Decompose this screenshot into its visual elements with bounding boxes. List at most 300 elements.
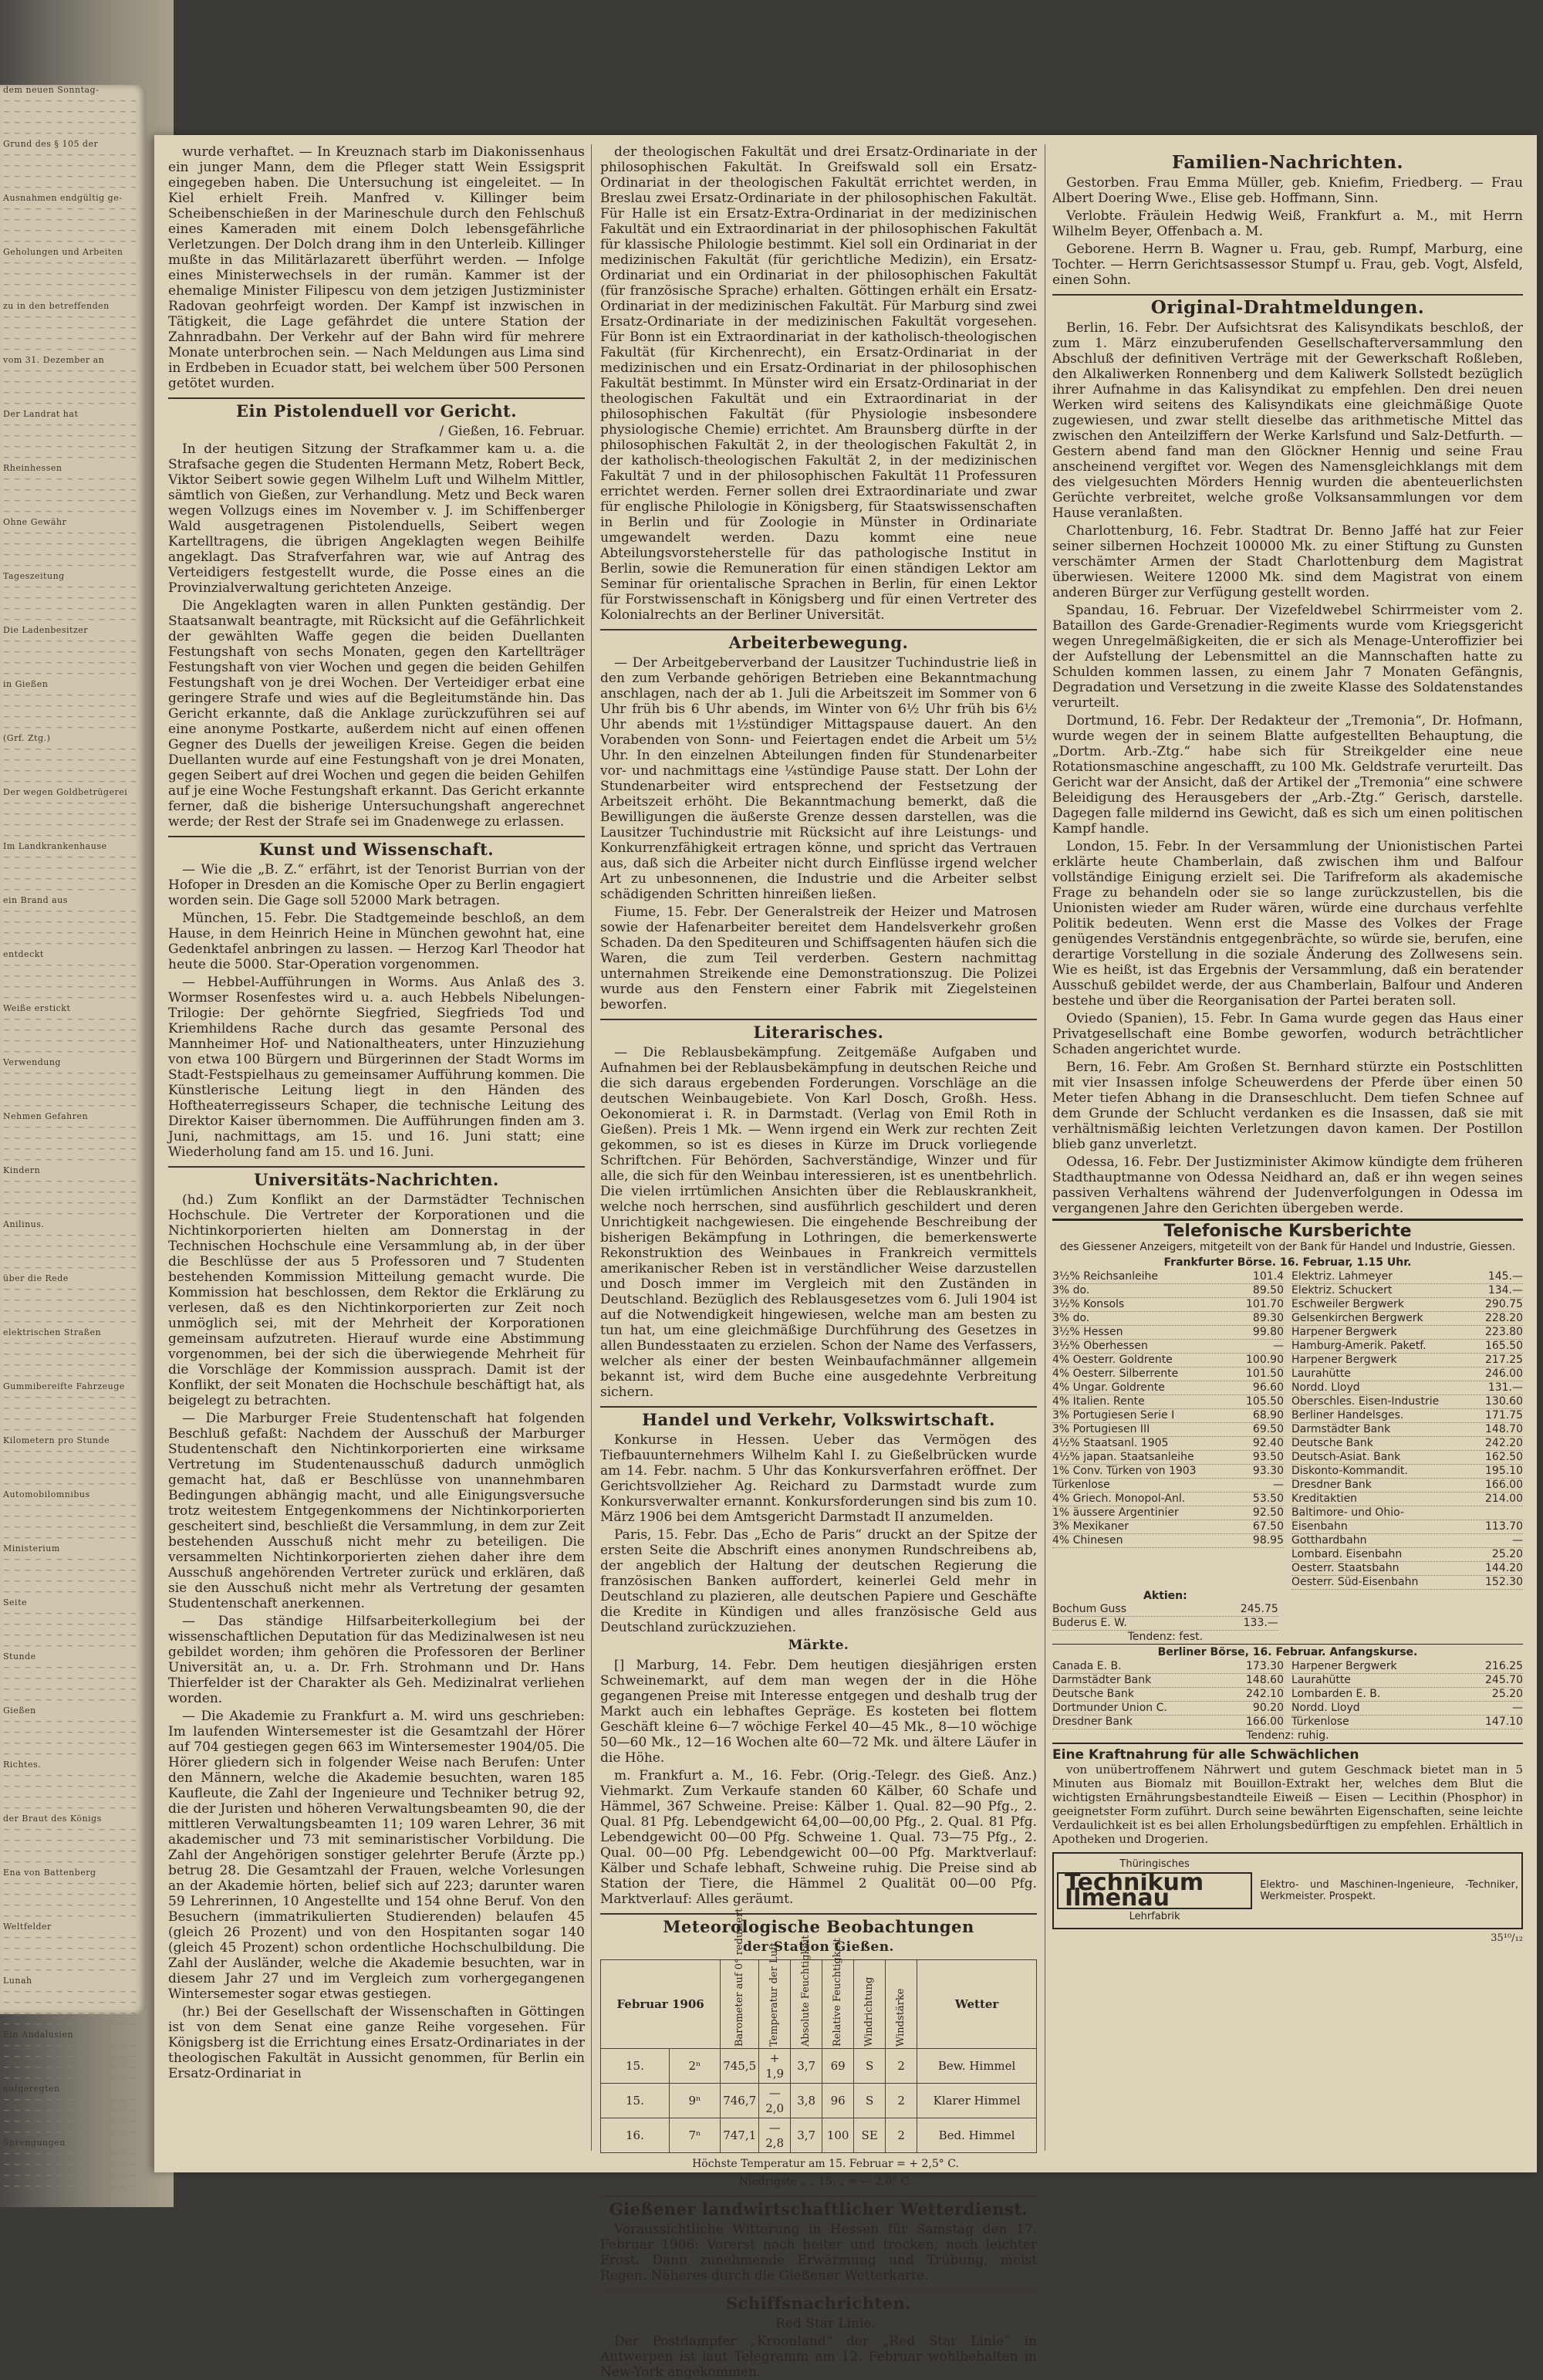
- kurs-name: Türkenlose: [1052, 1479, 1110, 1491]
- left-page-filler: ~ ~ ~ ~ ~ ~ ~ ~ ~ ~ ~ ~ ~: [3, 1263, 138, 1273]
- left-page-filler: ~ ~ ~ ~ ~ ~ ~ ~ ~ ~ ~ ~ ~: [3, 614, 138, 624]
- article-text: In der heutigen Sitzung der Strafkammer kam u. a. die Strafsache gegen die Studenten Hermann Metz, Robert Beck, Viktor Seibert sowie gegen Wilhelm Luft und Wilhelm Mittler, sämtlich von Gießen, zur Verhandlung. Metz und Beck waren wegen Vollzugs eines im November v. J. im Schiffenberger Wald ausgetragenen Pistolenduells, Seibert wegen Kartelltragens, die übrigen Angeklagten wegen Beihilfe angeklagt. Das Strafverfahren war, wie auf Antrag des Verteidigers festgestellt wurde, die Posse eines an die Provinzialverwaltung gerichteten Anzeige.: [168, 441, 585, 596]
- kurs-row: [1052, 1451, 1284, 1465]
- left-page-filler: ~ ~ ~ ~ ~ ~ ~ ~ ~ ~ ~ ~ ~: [3, 863, 138, 873]
- kurs-name: Berliner Handelsges.: [1291, 1409, 1404, 1422]
- article-text: Der Postdampfer „Kroonland“ der „Red Star Linie“ in Antwerpen ist laut Telegramm am 12. Februar wohlbehalten in New-York angekommen.: [600, 2334, 1037, 2380]
- left-page-filler: ~ ~ ~ ~ ~ ~ ~ ~ ~ ~ ~ ~ ~: [3, 1738, 138, 1748]
- left-page-line: Der Landrat hat: [3, 409, 79, 419]
- left-page-filler: ~ ~ ~ ~ ~ ~ ~ ~ ~ ~ ~ ~ ~: [3, 1608, 138, 1618]
- article-text: — Die Marburger Freie Studentenschaft hat folgenden Beschluß gefaßt: Nachdem der Ausschuß der Marburger Studentenschaft den Nichtinkorporierten eine wirksame Vertretung im Studentenausschuß dadurch unmöglich gemacht hat, daß er Beschlüsse von unannehmbaren Bedingungen abhängig macht, und alle Einigungsversuche trotz weitestem Entgegenkommens der Nichtinkorporierten gescheitert sind, beschließt die Versammlung, in dem zur Zeit bestehenden Ausschuß nicht mehr zu beteiligen. Die versammelten Nichtinkorporierten ziehen daher ihre dem Ausschuß angehörenden Vertreter zurück und erklären, daß sie den Ausschuß nicht mehr als Vertretung der gesamten Studentenschaft anerkennen.: [168, 1411, 585, 1611]
- left-page-line: Automobilomnibus: [3, 1489, 90, 1499]
- left-page-filler: ~ ~ ~ ~ ~ ~ ~ ~ ~ ~ ~ ~ ~: [3, 701, 138, 711]
- ad-code: 35¹⁰/₁₂: [1491, 1932, 1523, 1944]
- kurs-row: [1291, 1506, 1523, 1520]
- weather-cell: S: [854, 2084, 886, 2118]
- kurs-name: Deutsche Bank: [1052, 1688, 1134, 1700]
- left-page-line: in Gießen: [3, 679, 49, 689]
- kurs-aktien-label: Aktien:: [1143, 1590, 1187, 1602]
- left-page-filler: ~ ~ ~ ~ ~ ~ ~ ~ ~ ~ ~ ~ ~: [3, 1392, 138, 1402]
- weather-cell: Bed. Himmel: [917, 2118, 1037, 2153]
- kurs-value: 53.50: [1252, 1493, 1284, 1505]
- weather-col-rel-humidity: [822, 1938, 854, 2049]
- left-page-filler: ~ ~ ~ ~ ~ ~ ~ ~ ~ ~ ~ ~ ~: [3, 377, 138, 387]
- left-page-filler: ~ ~ ~ ~ ~ ~ ~ ~ ~ ~ ~ ~ ~: [3, 2105, 138, 2115]
- left-page-filler: ~ ~ ~ ~ ~ ~ ~ ~ ~ ~ ~ ~ ~: [3, 1803, 138, 1813]
- kurs-value: 152.30: [1485, 1576, 1523, 1588]
- kurs-name: 1% Conv. Türken von 1903: [1052, 1465, 1197, 1477]
- left-page-filler: ~ ~ ~ ~ ~ ~ ~ ~ ~ ~ ~ ~ ~: [3, 1133, 138, 1143]
- left-page-filler: ~ ~ ~ ~ ~ ~ ~ ~ ~ ~ ~ ~ ~: [3, 820, 138, 830]
- left-page-filler: ~ ~ ~ ~ ~ ~ ~ ~ ~ ~ ~ ~ ~: [3, 1911, 138, 1921]
- left-page-filler: ~ ~ ~ ~ ~ ~ ~ ~ ~ ~ ~ ~ ~: [3, 366, 138, 376]
- kurs-row: [1052, 1340, 1284, 1354]
- left-page-line: Verwendung: [3, 1057, 61, 1067]
- weather-cell: 2: [886, 2049, 917, 2084]
- left-page-line: Gießen: [3, 1706, 36, 1716]
- kurs-row: [1052, 1506, 1284, 1520]
- kurs-name: Türkenlose: [1291, 1716, 1349, 1728]
- kurs-name: Darmstädter Bank: [1052, 1674, 1152, 1686]
- kurs-value: 67.50: [1252, 1520, 1284, 1533]
- kurs-name: 3% do.: [1052, 1284, 1090, 1296]
- left-page-filler: ~ ~ ~ ~ ~ ~ ~ ~ ~ ~ ~ ~ ~: [3, 1684, 138, 1694]
- weather-col-label: Temperatur der Luft: [768, 1942, 781, 2047]
- kurs-value: 25.20: [1491, 1548, 1523, 1560]
- weather-cell: 3,8: [791, 2084, 822, 2118]
- article-text: Konkurse in Hessen. Ueber das Vermögen des Tiefbauunternehmers Wilhelm Kahl I. zu Gießelbrücken wurde am 14. Febr. nachm. 5 Uhr das Konkursverfahren eröffnet. Der Gerichtsvollzieher Ag. Reichard zu Darmstadt wurde zum Konkursverwalter ernannt. Konkursforderungen sind bis zum 10. März 1906 bei dem Amtsgericht Darmstadt II anzumelden.: [600, 1432, 1037, 1525]
- kurs-tendency: Tendenz: ruhig.: [1246, 1729, 1329, 1742]
- headline-arbeiterbewegung: Arbeiterbewegung.: [600, 629, 1037, 651]
- left-page-filler: ~ ~ ~ ~ ~ ~ ~ ~ ~ ~ ~ ~ ~: [3, 1122, 138, 1132]
- left-page-filler: ~ ~ ~ ~ ~ ~ ~ ~ ~ ~ ~ ~ ~: [3, 495, 138, 505]
- left-page-filler: ~ ~ ~ ~ ~ ~ ~ ~ ~ ~ ~ ~ ~: [3, 852, 138, 862]
- kurs-title: Telefonische Kursberichte: [1052, 1219, 1523, 1239]
- kurs-value: 92.50: [1252, 1506, 1284, 1519]
- left-page-filler: ~ ~ ~ ~ ~ ~ ~ ~ ~ ~ ~ ~ ~: [3, 560, 138, 570]
- left-page-line: elektrischen Straßen: [3, 1327, 102, 1337]
- headline-wetterdienst: Gießener landwirtschaftlicher Wetterdienst.: [600, 2196, 1037, 2217]
- left-page-filler: ~ ~ ~ ~ ~ ~ ~ ~ ~ ~ ~ ~ ~: [3, 1943, 138, 1953]
- left-page-filler: ~ ~ ~ ~ ~ ~ ~ ~ ~ ~ ~ ~ ~: [3, 150, 138, 160]
- left-page-filler: ~ ~ ~ ~ ~ ~ ~ ~ ~ ~ ~ ~ ~: [3, 884, 138, 894]
- left-page-filler: ~ ~ ~ ~ ~ ~ ~ ~ ~ ~ ~ ~ ~: [3, 1100, 138, 1111]
- left-page-filler: ~ ~ ~ ~ ~ ~ ~ ~ ~ ~ ~ ~ ~: [3, 1565, 138, 1575]
- left-page-fragment: [0, 85, 147, 2191]
- article-text: Die Angeklagten waren in allen Punkten geständig. Der Staatsanwalt beantragte, mit Rücksicht auf die Gefährlichkeit der gewählten Waffe gegen die beiden Duellanten Festungshaft von sechs Monaten, gegen den Kartellträger Festungshaft von vier Wochen und gegen die beiden Gehilfen Festungshaft von je drei Wochen. Der Verteidiger erbat eine geringere Strafe und wies auf die Begleitumstände hin. Das Gericht erkannte, daß die Anklage zurückzuführen sei auf eine anonyme Postkarte, außerdem nicht auf einen offenen Gegner des Duells der jeweiligen Kreise. Gegen die beiden Duellanten wurde auf eine Festungshaft von je drei Monaten, gegen Seibert auf drei Wochen und gegen die beiden Gehilfen auf je eine Woche Festungshaft erkannt. Das Gericht erkannte ferner, daß die bisherige Untersuchungshaft angerechnet werde; der Rest der Strafe sei im Gnadenwege zu erlassen.: [168, 598, 585, 830]
- kurs-value: 68.90: [1252, 1409, 1284, 1422]
- kurs-name: Oesterr. Staatsbahn: [1291, 1562, 1400, 1574]
- left-page-line: entdeckt: [3, 949, 44, 959]
- kurs-name: Dortmunder Union C.: [1052, 1702, 1167, 1714]
- weather-col-label: Windstärke: [895, 1988, 907, 2047]
- left-page-filler: ~ ~ ~ ~ ~ ~ ~ ~ ~ ~ ~ ~ ~: [3, 603, 138, 614]
- weather-cell: 100: [822, 2118, 854, 2153]
- kurs-value: 92.40: [1252, 1437, 1284, 1449]
- kurs-row: [1291, 1465, 1523, 1479]
- kurs-row: [1052, 1270, 1284, 1284]
- kurs-subtitle: des Giessener Anzeigers, mitgeteilt von der Bank für Handel und Industrie, Giessen.: [1059, 1241, 1516, 1253]
- kurs-name: 4½% japan. Staatsanleihe: [1052, 1451, 1194, 1463]
- weather-cell: SE: [854, 2118, 886, 2153]
- left-page-filler: ~ ~ ~ ~ ~ ~ ~ ~ ~ ~ ~ ~ ~: [3, 1403, 138, 1413]
- kurs-name: Elektriz. Schuckert: [1291, 1284, 1393, 1296]
- kurs-row: [1052, 1298, 1284, 1312]
- ad-kraftnahrung-title: Eine Kraftnahrung für alle Schwächlichen: [1052, 1743, 1523, 1763]
- left-page-filler: ~ ~ ~ ~ ~ ~ ~ ~ ~ ~ ~ ~ ~: [3, 1846, 138, 1856]
- kurs-value: 171.75: [1485, 1409, 1523, 1422]
- kurs-value: 105.50: [1246, 1395, 1284, 1408]
- ad-technikum-right: Elektro- und Maschinen-Ingenieure, -Techniker, Werkmeister. Prospekt.: [1260, 1879, 1518, 1902]
- kurs-row: [1052, 1423, 1284, 1437]
- kurs-value: 214.00: [1485, 1493, 1523, 1505]
- kurs-frankfurt-title: Frankfurter Börse. 16. Februar, 1.15 Uhr.: [1163, 1256, 1412, 1269]
- newspaper-page: [154, 135, 1537, 2380]
- left-page-line: (Grf. Ztg.): [3, 733, 51, 743]
- kurs-row: [1052, 1603, 1278, 1617]
- kurs-name: Nordd. Lloyd: [1291, 1381, 1360, 1394]
- left-page-filler: ~ ~ ~ ~ ~ ~ ~ ~ ~ ~ ~ ~ ~: [3, 582, 138, 592]
- kurs-value: 165.50: [1485, 1340, 1523, 1352]
- left-page-filler: ~ ~ ~ ~ ~ ~ ~ ~ ~ ~ ~ ~ ~: [3, 668, 138, 678]
- article-text: — Die Reblausbekämpfung. Zeitgemäße Aufgaben und Aufnahmen bei der Reblausbekämpfung in deutschen Reiche und die sich daraus ergebenden Forderungen. Vorschläge an die deutschen Weinbaugebiete. Von Karl Dosch, Großh. Hess. Oekonomierat i. R. in Darmstadt. (Verlag von Emil Roth in Gießen). Preis 1 Mk. — Wenn irgend ein Werk zur rechten Zeit gekommen, so ist es dieses in Kürze im Druck vorliegende Schriftchen. Für Behörden, Sachverständige, Winzer und für alle, die sich für den Weinbau interessieren, ist es unentbehrlich. Die vielen irrtümlichen Ansichten über die Reblauskrankheit, welche noch herrschen, sind ausführlich geschildert und deren Unrichtigkeit nachgewiesen. Die eingehende Beschreibung der bisherigen Bekämpfung in Lothringen, die bemerkenswerte Rekonstruktion des Weinbaues in Frankreich vermittels amerikanischer Reben ist in verständlicher Weise darzustellen und Dosch immer im Vergleich mit den Zuständen in Deutschland. Bezüglich des Reblausgesetzes vom 6. Juli 1904 ist auf die Notwendigkeit hingewiesen, welche man am besten zu tun hat, um eine gleichmäßige Durchführung des Gesetzes in allen Bundesstaaten zu erzielen. Schon der Name des Verfassers, welcher als einer der besten Weinbaufachmänner allgemein bekannt ist, wird dem Buche eine ausgedehnte Verbreitung sichern.: [600, 1045, 1037, 1400]
- kurs-value: 96.60: [1252, 1381, 1284, 1394]
- kurs-name: Laurahütte: [1291, 1367, 1351, 1380]
- weather-cell: 2: [886, 2084, 917, 2118]
- kurs-left-col: [1052, 1270, 1284, 1590]
- left-page-filler: ~ ~ ~ ~ ~ ~ ~ ~ ~ ~ ~ ~ ~: [3, 982, 138, 992]
- kurs-value: 133.—: [1243, 1617, 1278, 1629]
- kurs-row: [1291, 1520, 1523, 1534]
- weather-col-wind-dir: [854, 1960, 886, 2049]
- kurs-row: [1291, 1660, 1523, 1674]
- kurs-name: Oberschles. Eisen-Industrie: [1291, 1395, 1440, 1408]
- left-page-filler: ~ ~ ~ ~ ~ ~ ~ ~ ~ ~ ~ ~ ~: [3, 1889, 138, 1899]
- kurs-row: [1291, 1493, 1523, 1506]
- weather-cell: — 2,0: [759, 2084, 791, 2118]
- ad-technikum-top: Thüringisches: [1119, 1858, 1190, 1870]
- left-page-filler: ~ ~ ~ ~ ~ ~ ~ ~ ~ ~ ~ ~ ~: [3, 1619, 138, 1629]
- left-page-line: Weiße erstickt: [3, 1003, 71, 1013]
- kurs-value: 166.00: [1485, 1479, 1523, 1491]
- left-page-line: Im Landkrankenhause: [3, 841, 107, 851]
- left-page-filler: ~ ~ ~ ~ ~ ~ ~ ~ ~ ~ ~ ~ ~: [3, 917, 138, 927]
- kurs-name: 3½% Reichsanleihe: [1052, 1270, 1159, 1283]
- left-page-filler: ~ ~ ~ ~ ~ ~ ~ ~ ~ ~ ~ ~ ~: [3, 744, 138, 754]
- kurs-value: 162.50: [1485, 1451, 1523, 1463]
- kurs-row: [1052, 1660, 1284, 1674]
- left-page-line: Kilometern pro Stunde: [3, 1435, 110, 1445]
- kurs-name: Nordd. Lloyd: [1291, 1702, 1360, 1714]
- article-text: Fiume, 15. Febr. Der Generalstreik der Heizer und Matrosen sowie der Hafenarbeiter bereitet dem Handelsverkehr großen Schaden. Da den Spediteuren und Schiffsagenten häufen sich die Waren, die zum Teil verderben. Gestern nachmittag unternahmen Streikende eine Demonstrationszug. Die Polizei wurde aus den Fenstern einer Fabrik mit Ziegelsteinen beworfen.: [600, 904, 1037, 1013]
- left-page-filler: ~ ~ ~ ~ ~ ~ ~ ~ ~ ~ ~ ~ ~: [3, 1878, 138, 1888]
- subhead-maerkte: Märkte.: [788, 1638, 849, 1653]
- left-page-filler: ~ ~ ~ ~ ~ ~ ~ ~ ~ ~ ~ ~ ~: [3, 1360, 138, 1370]
- kurs-row: [1291, 1395, 1523, 1409]
- kurs-value: 242.10: [1246, 1688, 1284, 1700]
- article-text: — Hebbel-Aufführungen in Worms. Aus Anlaß des 3. Wormser Rosenfestes wird u. a. auch Hebbels Nibelungen-Trilogie: Der gehörnte Siegfried, Siegfrieds Tod und Kriemhildens Rache durch das gesamte Personal des Mannheimer Hof- und Nationaltheaters, unter Hinzuziehung von etwa 100 Bürgern und Bürgerinnen der Stadt Worms im Stadt-Festspielhaus zu gemeinsamer Aufführung kommen. Die Künstlerische Leitung liegt in den Händen des Hoftheaterregisseurs Schaper, die technische Leitung des Direktor Kaiser übernommen. Die Aufführungen finden am 3. Juni, nachmittags, am 15. und 16. Juni statt; eine Wiederholung fand am 15. und 16. Juni.: [168, 975, 585, 1160]
- weather-row: [601, 2049, 1037, 2084]
- kurs-name: 4% Italien. Rente: [1052, 1395, 1145, 1408]
- kurs-name: 1% äussere Argentinier: [1052, 1506, 1179, 1519]
- left-page-filler: ~ ~ ~ ~ ~ ~ ~ ~ ~ ~ ~ ~ ~: [3, 1900, 138, 1910]
- article-text: Paris, 15. Febr. Das „Echo de Paris“ druckt an der Spitze der ersten Seite die Abschrift eines anonymen Rundschreibens ab, der angeblich der Haltung der deutschen Regierung die französischen Banken auffordert, keinerlei Geld mehr in Deutschland zu plazieren, alle deutschen Papiere und Geschäfte die Kredite in Kündigen und alles französische Geld aus Deutschland zurückzuziehen.: [600, 1527, 1037, 1635]
- kurs-row: [1052, 1702, 1284, 1716]
- left-page-filler: ~ ~ ~ ~ ~ ~ ~ ~ ~ ~ ~ ~ ~: [3, 2159, 138, 2169]
- kurs-value: 100.90: [1246, 1354, 1284, 1366]
- left-page-filler: ~ ~ ~ ~ ~ ~ ~ ~ ~ ~ ~ ~ ~: [3, 1144, 138, 1154]
- kurs-row: [1291, 1423, 1523, 1437]
- kurs-value: —: [1273, 1340, 1284, 1352]
- column-1: [168, 144, 585, 2159]
- kurs-value: —: [1512, 1534, 1523, 1547]
- ad-technikum-left: [1057, 1857, 1252, 1925]
- left-page-filler: ~ ~ ~ ~ ~ ~ ~ ~ ~ ~ ~ ~ ~: [3, 593, 138, 603]
- kurs-name: Kreditaktien: [1291, 1493, 1358, 1505]
- kurs-row: [1291, 1562, 1523, 1576]
- kurs-name: 4½% Staatsanl. 1905: [1052, 1437, 1169, 1449]
- article-text: — Das ständige Hilfsarbeiterkollegium bei der wissenschaftlichen Deputation für das Medizinalwesen ist neu gebildet worden; ihm gehören die Professoren der Berliner Universität an, u. a. Dr. Frh. Strohmann und Dr. Hans Thierfelder ist der Charakter als Geh. Medizinalrat verliehen worden.: [168, 1614, 585, 1706]
- left-page-filler: ~ ~ ~ ~ ~ ~ ~ ~ ~ ~ ~ ~ ~: [3, 776, 138, 786]
- left-page-filler: ~ ~ ~ ~ ~ ~ ~ ~ ~ ~ ~ ~ ~: [3, 809, 138, 819]
- article-text: [] Marburg, 14. Febr. Dem heutigen diesjährigen ersten Schweinemarkt, auf dem man wegen der in die Höhe gegangenen Preise mit Interesse entgegen und deshalb trug der Markt auch ein lebhaftes Gepräge. Es kosteten bei flottem Geschäft kleine 6—7 wöchige Ferkel 40—45 Mk., 8—10 wöchige 50—60 Mk., 12—16 Wochen alte 60—72 Mk. und ältere Läufer in die Höhe.: [600, 1658, 1037, 1766]
- left-page-filler: ~ ~ ~ ~ ~ ~ ~ ~ ~ ~ ~ ~ ~: [3, 1479, 138, 1489]
- kurs-value: 147.10: [1485, 1716, 1523, 1728]
- left-page-filler: ~ ~ ~ ~ ~ ~ ~ ~ ~ ~ ~ ~ ~: [3, 1630, 138, 1640]
- kurs-row: [1052, 1409, 1284, 1423]
- article-text: Odessa, 16. Febr. Der Justizminister Akimow kündigte dem früheren Stadthauptmanne von Odessa Neidhard an, daß er ihn wegen seines passiven Verhaltens während der Judenverfolgungen in Odessa im vergangenen Jahre den Gerichten übergeben werde.: [1052, 1155, 1523, 1216]
- kurs-row: [1291, 1326, 1523, 1340]
- left-page-filler: ~ ~ ~ ~ ~ ~ ~ ~ ~ ~ ~ ~ ~: [3, 928, 138, 938]
- left-page-line: Rheinhessen: [3, 463, 62, 473]
- kurs-row: [1291, 1534, 1523, 1548]
- left-page-filler: ~ ~ ~ ~ ~ ~ ~ ~ ~ ~ ~ ~ ~: [3, 1554, 138, 1564]
- article-text: Dortmund, 16. Febr. Der Redakteur der „Tremonia“, Dr. Hofmann, wurde wegen der in seinem Blatte aufgestellten Behauptung, die „Dortm. Arb.-Ztg.“ habe sich für Streikgelder eine neue Rotationsmaschine angeschafft, zu 100 Mk. Geldstrafe verurteilt. Das Gericht war der Ansicht, daß der Artikel der „Tremonia“ eine schwere Beleidigung des Herausgebers der „Arb.-Ztg.“ Gerisch, darstelle. Dagegen falle mildernd ins Gewicht, daß es sich um einen politischen Kampf handle.: [1052, 713, 1523, 837]
- kurs-row: [1052, 1479, 1284, 1493]
- weather-col-temp: [759, 1942, 791, 2049]
- ad-kraftnahrung-text: von unübertroffenem Nährwert und gutem Geschmack bietet man in 5 Minuten aus Biomalz mit Bouillon-Extrakt her, welches dem Blut die wichtigsten Ernährungsbestandteile Eiweiß — Eisen — Lecithin (Phosphor) in geeignetster Form zuführt. Durch seine bewährten Eigenschaften, seine leichte Verdaulichkeit ist es bei allen Erholungsbedürftigen zu empfehlen. Erhältlich in Apotheken und Drogerien.: [1052, 1763, 1523, 1846]
- column-2: [600, 144, 1037, 2380]
- left-page-filler: ~ ~ ~ ~ ~ ~ ~ ~ ~ ~ ~ ~ ~: [3, 874, 138, 884]
- column-rule: [591, 144, 592, 2151]
- article-text: (hd.) Zum Konflikt an der Darmstädter Technischen Hochschule. Die Vertreter der Korporationen und die Nichtinkorporierten hielten am Donnerstag in der Technischen Hochschule eine Versammlung ab, in der über die Beschlüsse der aus 5 Professoren und 7 Studenten bestehenden Kommission Mitteilung gemacht wurde. Die Kommission hat beschlossen, dem Rektor die Erklärung zu verlesen, daß es den Nichtinkorporierten zur Zeit noch unmöglich sei, mit der Mehrheit der Korporationen gemeinsam aufzutreten. Hierauf wurde eine Abstimmung vorgenommen, bei der sich die überwiegende Mehrheit für die Vorschläge der Kommission aussprach. Damit ist der Konflikt, der seit Monaten die Hochschule beschäftigt hat, als beigelegt zu betrachten.: [168, 1192, 585, 1408]
- left-page-filler: ~ ~ ~ ~ ~ ~ ~ ~ ~ ~ ~ ~ ~: [3, 960, 138, 970]
- kurs-value: 93.30: [1252, 1465, 1284, 1477]
- kurs-value: 93.50: [1252, 1451, 1284, 1463]
- kurs-value: 246.00: [1485, 1367, 1523, 1380]
- kurs-row: [1291, 1548, 1523, 1562]
- kurs-row: [1291, 1451, 1523, 1465]
- weather-cell: 7ⁿ: [669, 2118, 720, 2153]
- kurs-name: Oesterr. Süd-Eisenbahn: [1291, 1576, 1419, 1588]
- weather-table-header: [601, 1960, 1037, 2049]
- left-page-filler: ~ ~ ~ ~ ~ ~ ~ ~ ~ ~ ~ ~ ~: [3, 1835, 138, 1845]
- left-page-filler: ~ ~ ~ ~ ~ ~ ~ ~ ~ ~ ~ ~ ~: [3, 387, 138, 397]
- left-page-line: Weltfelder: [3, 1922, 52, 1932]
- left-page-filler: ~ ~ ~ ~ ~ ~ ~ ~ ~ ~ ~ ~ ~: [3, 1457, 138, 1467]
- article-text: Verlobte. Fräulein Hedwig Weiß, Frankfurt a. M., mit Herrn Wilhelm Beyer, Offenbach a. M.: [1052, 208, 1523, 239]
- kurs-value: 134.—: [1487, 1284, 1523, 1296]
- ship-line: Red Star Linie.: [775, 2316, 876, 2331]
- left-page-line: dem neuen Sonntag-: [3, 85, 100, 95]
- left-page-filler: ~ ~ ~ ~ ~ ~ ~ ~ ~ ~ ~ ~ ~: [3, 906, 138, 916]
- kurs-value: 217.25: [1485, 1354, 1523, 1366]
- left-page-filler: ~ ~ ~ ~ ~ ~ ~ ~ ~ ~ ~ ~ ~: [3, 528, 138, 538]
- left-page-filler: ~ ~ ~ ~ ~ ~ ~ ~ ~ ~ ~ ~ ~: [3, 1511, 138, 1521]
- weather-col-label: Windrichtung: [863, 1976, 876, 2047]
- left-page-filler: ~ ~ ~ ~ ~ ~ ~ ~ ~ ~ ~ ~ ~: [3, 258, 138, 268]
- headline-drahtmeldungen: Original-Drahtmeldungen.: [1052, 294, 1523, 316]
- left-page-filler: ~ ~ ~ ~ ~ ~ ~ ~ ~ ~ ~ ~ ~: [3, 1306, 138, 1316]
- left-page-filler: ~ ~ ~ ~ ~ ~ ~ ~ ~ ~ ~ ~ ~: [3, 1857, 138, 1867]
- left-page-filler: ~ ~ ~ ~ ~ ~ ~ ~ ~ ~ ~ ~ ~: [3, 1587, 138, 1597]
- kurs-value: 99.80: [1252, 1326, 1284, 1338]
- kurs-name: Dresdner Bank: [1052, 1716, 1133, 1728]
- kurs-row: [1291, 1674, 1523, 1688]
- kurs-value: 69.50: [1252, 1423, 1284, 1435]
- left-page-filler: ~ ~ ~ ~ ~ ~ ~ ~ ~ ~ ~ ~ ~: [3, 1965, 138, 1975]
- kurs-value: 245.75: [1240, 1603, 1278, 1615]
- weather-cell: 16.: [601, 2118, 670, 2153]
- left-page-filler: ~ ~ ~ ~ ~ ~ ~ ~ ~ ~ ~ ~ ~: [3, 2148, 138, 2159]
- left-page-filler: ~ ~ ~ ~ ~ ~ ~ ~ ~ ~ ~ ~ ~: [3, 1090, 138, 1100]
- kurs-row: [1052, 1367, 1284, 1381]
- weather-col-label: Relative Feuchtigkeit: [832, 1938, 844, 2047]
- weather-cell: + 1,9: [759, 2049, 791, 2084]
- left-page-filler: ~ ~ ~ ~ ~ ~ ~ ~ ~ ~ ~ ~ ~: [3, 992, 138, 1002]
- kurs-name: 4% Chinesen: [1052, 1534, 1123, 1547]
- left-page-filler: ~ ~ ~ ~ ~ ~ ~ ~ ~ ~ ~ ~ ~: [3, 215, 138, 225]
- left-page-filler: ~ ~ ~ ~ ~ ~ ~ ~ ~ ~ ~ ~ ~: [3, 96, 138, 106]
- weather-cell: 15.: [601, 2084, 670, 2118]
- kurs-value: 98.95: [1252, 1534, 1284, 1547]
- left-page-filler: ~ ~ ~ ~ ~ ~ ~ ~ ~ ~ ~ ~ ~: [3, 1209, 138, 1219]
- left-page-filler: ~ ~ ~ ~ ~ ~ ~ ~ ~ ~ ~ ~ ~: [3, 290, 138, 300]
- left-page-filler: ~ ~ ~ ~ ~ ~ ~ ~ ~ ~ ~ ~ ~: [3, 1349, 138, 1359]
- kurs-row: [1052, 1674, 1284, 1688]
- kurs-value: 25.20: [1491, 1688, 1523, 1700]
- kurs-row: [1052, 1534, 1284, 1548]
- left-page-filler: ~ ~ ~ ~ ~ ~ ~ ~ ~ ~ ~ ~ ~: [3, 647, 138, 657]
- left-page-filler: ~ ~ ~ ~ ~ ~ ~ ~ ~ ~ ~ ~ ~: [3, 2008, 138, 2018]
- kurs-name: 4% Ungar. Goldrente: [1052, 1381, 1165, 1394]
- kurs-name: 3% Portugiesen III: [1052, 1423, 1150, 1435]
- left-page-filler: ~ ~ ~ ~ ~ ~ ~ ~ ~ ~ ~ ~ ~: [3, 2116, 138, 2126]
- kurs-row: [1291, 1437, 1523, 1451]
- left-page-filler: ~ ~ ~ ~ ~ ~ ~ ~ ~ ~ ~ ~ ~: [3, 1036, 138, 1046]
- article-text: Geborene. Herrn B. Wagner u. Frau, geb. Rumpf, Marburg, eine Tochter. — Herrn Gerichtsassessor Stumpf u. Frau, geb. Vogt, Alsfeld, einen Sohn.: [1052, 242, 1523, 288]
- kurs-value: 101.70: [1246, 1298, 1284, 1310]
- left-page-filler: ~ ~ ~ ~ ~ ~ ~ ~ ~ ~ ~ ~ ~: [3, 2127, 138, 2137]
- article-text: Charlottenburg, 16. Febr. Stadtrat Dr. Benno Jaffé hat zur Feier seiner silbernen Hochzeit 100000 Mk. zu einer Stiftung zu Gunsten verschämter Armen der Stadt Charlottenburg dem Magistrat überwiesen. Weitere 12000 Mk. sind dem Magistrat von einem anderen Bürger zur Verfügung gestellt worden.: [1052, 523, 1523, 600]
- kurs-value: 148.70: [1485, 1423, 1523, 1435]
- left-page-filler: ~ ~ ~ ~ ~ ~ ~ ~ ~ ~ ~ ~ ~: [3, 1371, 138, 1381]
- kurs-row: [1052, 1354, 1284, 1367]
- weather-cell: 745,5: [721, 2049, 759, 2084]
- left-page-filler: ~ ~ ~ ~ ~ ~ ~ ~ ~ ~ ~ ~ ~: [3, 344, 138, 354]
- kurs-berlin-right: [1291, 1660, 1523, 1729]
- weather-col-wind-force: [886, 1960, 917, 2049]
- left-page-filler: ~ ~ ~ ~ ~ ~ ~ ~ ~ ~ ~ ~ ~: [3, 1824, 138, 1834]
- kurs-value: 223.80: [1485, 1326, 1523, 1338]
- kurs-name: Deutsche Bank: [1291, 1437, 1373, 1449]
- kurs-row: [1052, 1617, 1278, 1631]
- left-page-line: ein Brand aus: [3, 895, 68, 905]
- kurs-row: [1291, 1367, 1523, 1381]
- left-page-line: Geholungen und Arbeiten: [3, 247, 123, 257]
- kurs-value: 290.75: [1485, 1298, 1523, 1310]
- left-page-filler: ~ ~ ~ ~ ~ ~ ~ ~ ~ ~ ~ ~ ~: [3, 549, 138, 560]
- kurs-name: 3½% Hessen: [1052, 1326, 1123, 1338]
- left-page-filler: ~ ~ ~ ~ ~ ~ ~ ~ ~ ~ ~ ~ ~: [3, 269, 138, 279]
- kurs-value: —: [1512, 1702, 1523, 1714]
- weather-cell: 3,7: [791, 2118, 822, 2153]
- left-page-filler: ~ ~ ~ ~ ~ ~ ~ ~ ~ ~ ~ ~ ~: [3, 755, 138, 765]
- kurs-name: 3% Mexikaner: [1052, 1520, 1129, 1533]
- kurs-name: 3½% Oberhessen: [1052, 1340, 1148, 1352]
- left-page-line: Ministerium: [3, 1543, 60, 1553]
- left-page-filler: ~ ~ ~ ~ ~ ~ ~ ~ ~ ~ ~ ~ ~: [3, 1079, 138, 1089]
- left-page-line: Gummibereifte Fahrzeuge: [3, 1381, 125, 1391]
- article-text: Oviedo (Spanien), 15. Febr. In Gama wurde gegen das Haus einer Privatgesellschaft eine Bombe geworfen, wodurch beträchtlicher Schaden angerichtet wurde.: [1052, 1011, 1523, 1057]
- weather-cell: 2ⁿ: [669, 2049, 720, 2084]
- subhead-station: der Station Gießen.: [743, 1939, 894, 1955]
- left-page-filler: ~ ~ ~ ~ ~ ~ ~ ~ ~ ~ ~ ~ ~: [3, 1338, 138, 1348]
- left-page-line: Nehmen Gefahren: [3, 1111, 89, 1121]
- kurs-name: 4% Griech. Monopol-Anl.: [1052, 1493, 1186, 1505]
- left-page-line: aufgeregten: [3, 2084, 60, 2094]
- kurs-name: Hamburg-Amerik. Paketf.: [1291, 1340, 1427, 1352]
- kurs-name: Lombard. Eisenbahn: [1291, 1548, 1403, 1560]
- left-page-filler: ~ ~ ~ ~ ~ ~ ~ ~ ~ ~ ~ ~ ~: [3, 1046, 138, 1056]
- left-page-filler: ~ ~ ~ ~ ~ ~ ~ ~ ~ ~ ~ ~ ~: [3, 106, 138, 117]
- kurs-row: [1291, 1409, 1523, 1423]
- weather-cell: 15.: [601, 2049, 670, 2084]
- weather-table-body: [601, 2049, 1037, 2153]
- left-page-filler: ~ ~ ~ ~ ~ ~ ~ ~ ~ ~ ~ ~ ~: [3, 2181, 138, 2191]
- kurs-tendency: Tendenz: fest.: [1127, 1631, 1204, 1643]
- kurs-row: [1052, 1381, 1284, 1395]
- headline-universitaet: Universitäts-Nachrichten.: [168, 1166, 585, 1188]
- kurs-name: 4% Oesterr. Goldrente: [1052, 1354, 1173, 1366]
- left-page-filler: ~ ~ ~ ~ ~ ~ ~ ~ ~ ~ ~ ~ ~: [3, 766, 138, 776]
- left-page-filler: ~ ~ ~ ~ ~ ~ ~ ~ ~ ~ ~ ~ ~: [3, 712, 138, 722]
- left-page-filler: ~ ~ ~ ~ ~ ~ ~ ~ ~ ~ ~ ~ ~: [3, 1241, 138, 1251]
- left-page-filler: ~ ~ ~ ~ ~ ~ ~ ~ ~ ~ ~ ~ ~: [3, 636, 138, 646]
- left-page-line: Ohne Gewähr: [3, 517, 67, 527]
- weather-col-label: Barometer auf 0° reduziert: [733, 1908, 745, 2047]
- kurs-right-col: [1291, 1270, 1523, 1590]
- weather-cell: — 2,8: [759, 2118, 791, 2153]
- ad-technikum-sub: Lehrfabrik: [1129, 1911, 1180, 1922]
- left-page-line: der Braut des Königs: [3, 1814, 102, 1824]
- left-page-filler: ~ ~ ~ ~ ~ ~ ~ ~ ~ ~ ~ ~ ~: [3, 485, 138, 495]
- kurs-row: [1291, 1340, 1523, 1354]
- left-page-line: Ena von Battenberg: [3, 1868, 96, 1878]
- kurs-name: Harpener Bergwerk: [1291, 1326, 1397, 1338]
- article-text: Voraussichtliche Witterung in Hessen für Samstag den 17. Februar 1906: Vorerst noch heiter und trocken, noch leichter Frost. Dann zunehmende Erwärmung und Trübung, meist Regen. Näheres durch die Gießener Wetterkarte.: [600, 2222, 1037, 2284]
- kurs-value: 242.20: [1485, 1437, 1523, 1449]
- kurs-value: 195.10: [1485, 1465, 1523, 1477]
- left-page-filler: ~ ~ ~ ~ ~ ~ ~ ~ ~ ~ ~ ~ ~: [3, 1662, 138, 1672]
- kurs-row: [1291, 1312, 1523, 1326]
- weather-row: [601, 2118, 1037, 2153]
- kurs-value: 113.70: [1485, 1520, 1523, 1533]
- headline-pistolenduell: Ein Pistolenduell vor Gericht.: [168, 397, 585, 419]
- left-page-line: Stunde: [3, 1651, 36, 1662]
- kurs-row: [1291, 1716, 1523, 1729]
- kurs-row: [1291, 1576, 1523, 1590]
